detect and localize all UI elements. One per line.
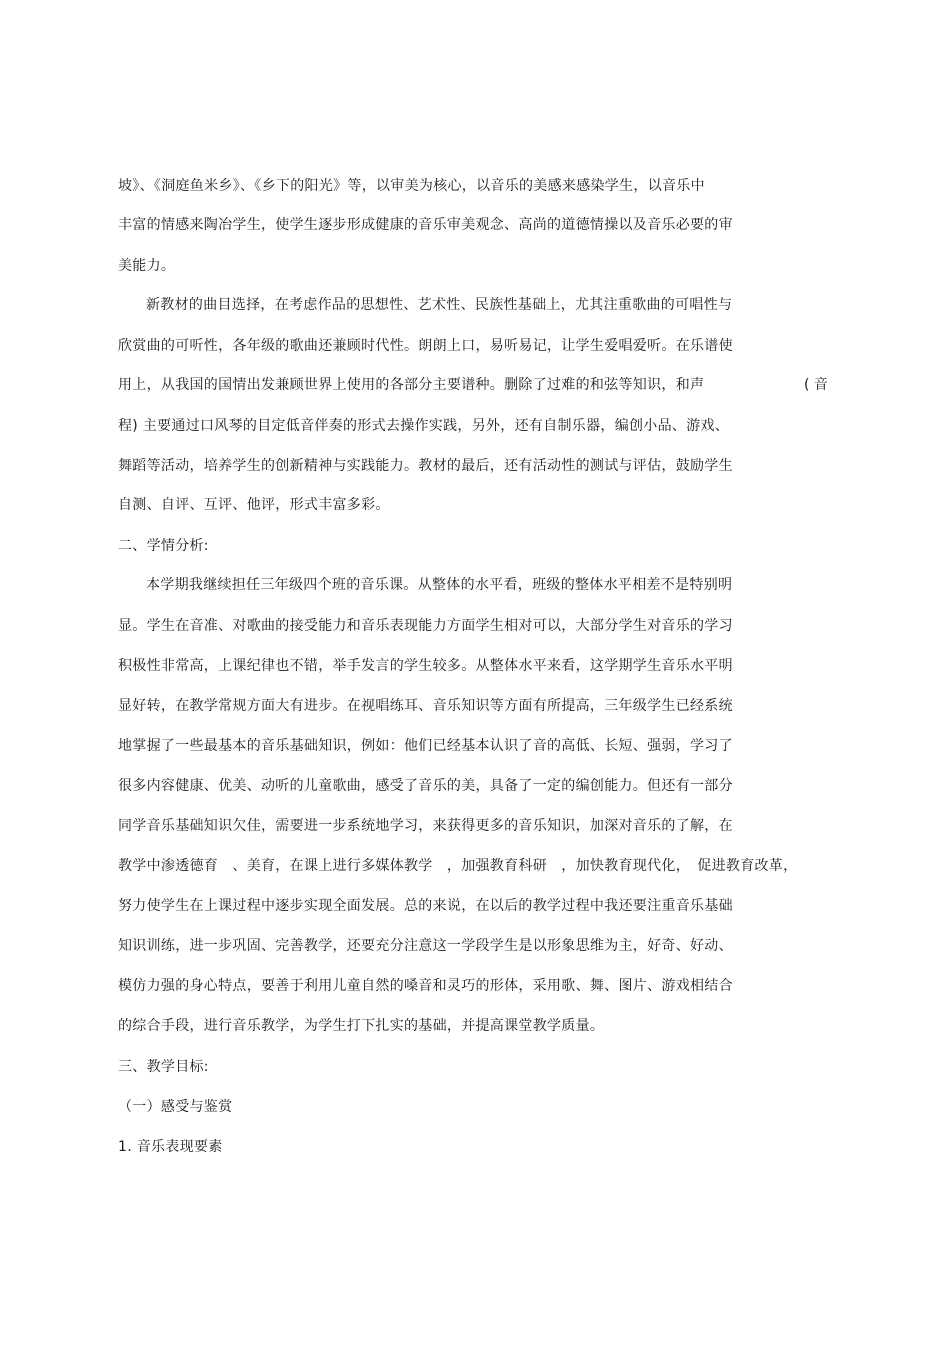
text-line: 舞蹈等活动，培养学生的创新精神与实践能力。教材的最后，还有活动性的测试与评估，鼓励学生: [118, 458, 733, 474]
text-line: 欣赏曲的可听性，各年级的歌曲还兼顾时代性。朗朗上口，易听易记，让学生爱唱爱听。在乐谱使: [118, 338, 733, 354]
text-line: 显。学生在音准、对歌曲的接受能力和音乐表现能力方面学生相对可以，大部分学生对音乐的学习: [118, 618, 733, 634]
text-line: 自测、自评、互评、他评，形式丰富多彩。: [118, 497, 390, 513]
text-line: 显好转，在教学常规方面大有进步。在视唱练耳、音乐知识等方面有所提高，三年级学生已经系统: [118, 698, 733, 714]
text-line: 教学中渗透德育 、美育，在课上进行多媒体教学 ，加强教育科研 ，加快教育现代化， 促进教育改革，: [118, 858, 798, 874]
text-line: 的综合手段，进行音乐教学，为学生打下扎实的基础，并提高课堂教学质量。: [118, 1018, 605, 1034]
text-line: 丰富的情感来陶冶学生，使学生逐步形成健康的音乐审美观念、高尚的道德情操以及音乐必要的审: [118, 217, 733, 233]
text-line: 坡》、《洞庭鱼米乡》、《乡下的阳光》等，以审美为核心，以音乐的美感来感染学生，以音乐中: [118, 178, 705, 194]
subsection-heading: （一）感受与鉴赏: [118, 1099, 233, 1115]
paragraph-first-line: 本学期我继续担任三年级四个班的音乐课。从整体的水平看，班级的整体水平相差不是特别明: [146, 577, 733, 593]
text-line: 用上，从我国的国情出发兼顾世界上使用的各部分主要谱种。删除了过难的和弦等知识，和声: [118, 377, 705, 393]
section-heading: 三、教学目标:: [118, 1059, 209, 1075]
text-line: 美能力。: [118, 258, 176, 274]
text-line: 努力使学生在上课过程中逐步实现全面发展。总的来说，在以后的教学过程中我还要注重音乐基础: [118, 898, 733, 914]
section-heading: 二、学情分析:: [118, 538, 209, 554]
text-line: 同学音乐基础知识欠佳，需要进一步系统地学习，来获得更多的音乐知识，加深对音乐的了解，在: [118, 818, 733, 834]
text-line: 地掌握了一些最基本的音乐基础知识，例如：他们已经基本认识了音的高低、长短、强弱，学习了: [118, 738, 733, 754]
paragraph-first-line: 新教材的曲目选择，在考虑作品的思想性、艺术性、民族性基础上，尤其注重歌曲的可唱性与: [146, 297, 733, 313]
list-item-heading: 1. 音乐表现要素: [118, 1139, 223, 1155]
text-line: 积极性非常高，上课纪律也不错，举手发言的学生较多。从整体水平来看，这学期学生音乐水平明: [118, 658, 733, 674]
text-line: 程) 主要通过口风琴的目定低音伴奏的形式去操作实践，另外，还有自制乐器，编创小品、游戏、: [118, 418, 730, 434]
text-line: 知识训练，进一步巩固、完善教学，还要充分注意这一学段学生是以形象思维为主，好奇、好动、: [118, 938, 733, 954]
margin-note: ( 音: [804, 377, 828, 393]
text-line: 很多内容健康、优美、动听的儿童歌曲，感受了音乐的美，具备了一定的编创能力。但还有一部分: [118, 778, 733, 794]
text-line: 模仿力强的身心特点，要善于利用儿童自然的嗓音和灵巧的形体，采用歌、舞、图片、游戏相结合: [118, 978, 733, 994]
